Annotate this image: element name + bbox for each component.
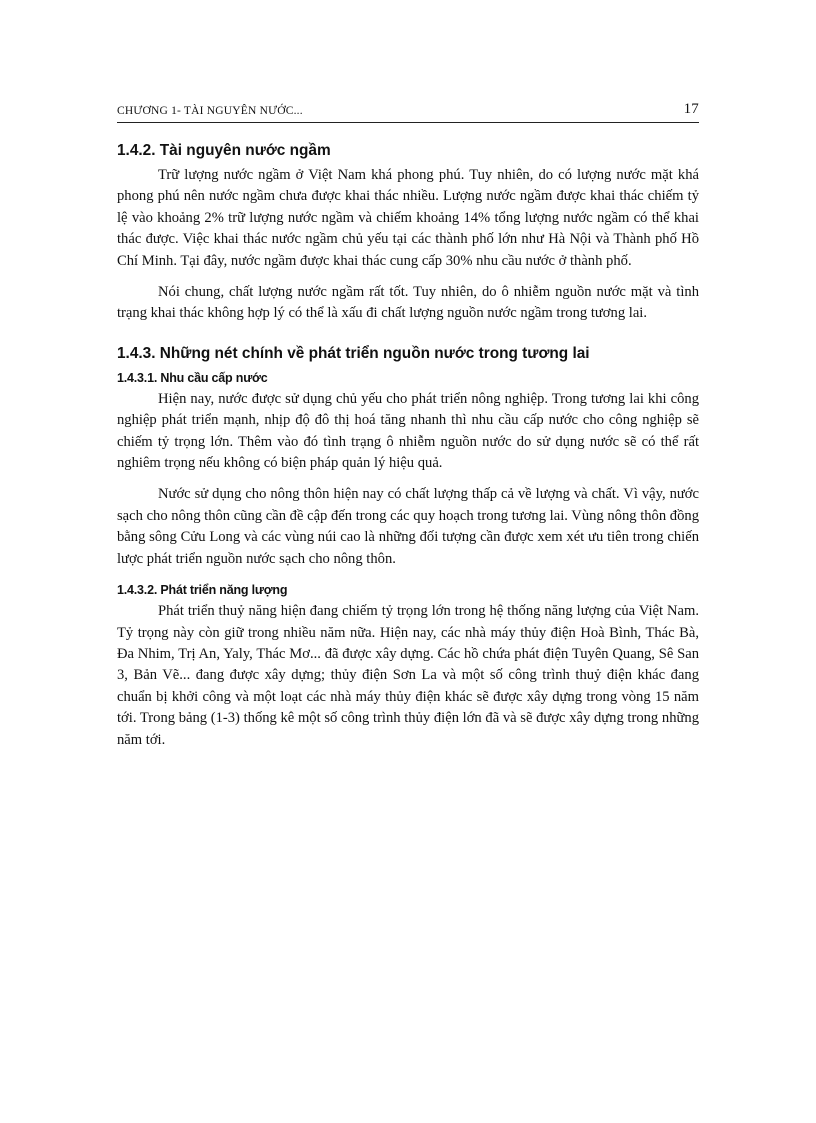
subsection-heading-1-4-3-2: 1.4.3.2. Phát triển năng lượng xyxy=(117,583,288,598)
chapter-title: CHƯƠNG 1- TÀI NGUYÊN NƯỚC... xyxy=(117,105,303,117)
section-heading-1-4-2: 1.4.2. Tài nguyên nước ngầm xyxy=(117,142,331,159)
running-header xyxy=(117,101,699,123)
paragraph: Nói chung, chất lượng nước ngầm rất tốt. Tuy nhiên, do ô nhiễm nguồn nước mặt và tình trạng khai thác không hợp lý có thể là xấu đi chất lượng nguồn nước ngầm trong tương lai. xyxy=(117,284,699,322)
section-heading-1-4-3: 1.4.3. Những nét chính về phát triển nguồn nước trong tương lai xyxy=(117,344,590,362)
paragraph: Nước sử dụng cho nông thôn hiện nay có chất lượng thấp cả về lượng và chất. Vì vậy, nước sạch cho nông thôn cũng cần đề cập đến trong các quy hoạch trong tương lai. Vùng nông thôn đồng bằng sông Cửu Long và các vùng núi cao là những đối tượng cần được xem xét ưu tiên trong chiến lược phát triển nguồn nước sạch cho nông thôn. xyxy=(117,486,699,567)
page-number: 17 xyxy=(683,101,699,117)
subsection-heading-1-4-3-1: 1.4.3.1. Nhu cầu cấp nước xyxy=(117,370,268,385)
page-body xyxy=(117,139,699,751)
paragraph: Phát triển thuỷ năng hiện đang chiếm tỷ trọng lớn trong hệ thống năng lượng của Việt Nam. Tỷ trọng này còn giữ trong nhiều năm nữa. Hiện nay, các nhà máy thủy điện Hoà Bình, Thác Bà, Đa Nhim, Trị An, Yaly, Thác Mơ... đã được xây dựng. Các hồ chứa phát điện Tuyên Quang, Sê San 3, Bản Vẽ... đang được xây dựng; thủy điện Sơn La và một số công trình thuỷ điện khác đang chuẩn bị khởi công và một loạt các nhà máy thủy điện khác sẽ được xây dựng trong vòng 15 năm tới. Trong bảng (1-3) thống kê một số công trình thủy điện lớn đã và sẽ được xây dựng trong những năm tới. xyxy=(117,603,699,748)
paragraph: Hiện nay, nước được sử dụng chủ yếu cho phát triển nông nghiệp. Trong tương lai khi công nghiệp phát triển mạnh, nhịp độ đô thị hoá tăng nhanh thì nhu cầu cấp nước cho công nghiệp sẽ chiếm tỷ trọng lớn. Thêm vào đó tình trạng ô nhiễm nguồn nước do sử dụng nước sẽ có thể rất nghiêm trọng nếu không có biện pháp quản lý hiệu quả. xyxy=(117,390,699,472)
paragraph: Trữ lượng nước ngầm ở Việt Nam khá phong phú. Tuy nhiên, do có lượng nước mặt khá phong phú nên nước ngầm chưa được khai thác nhiều. Lượng nước ngầm được khai thác chiếm tỷ lệ vào khoảng 2% trữ lượng nước ngầm và chiếm khoảng 14% tổng lượng nước ngầm có thể khai thác được. Việc khai thác nước ngầm chủ yếu tại các thành phố lớn như Hà Nội và Thành phố Hồ Chí Minh. Tại đây, nước ngầm được khai thác cung cấp 30% nhu cầu nước ở thành phố. xyxy=(117,167,699,269)
